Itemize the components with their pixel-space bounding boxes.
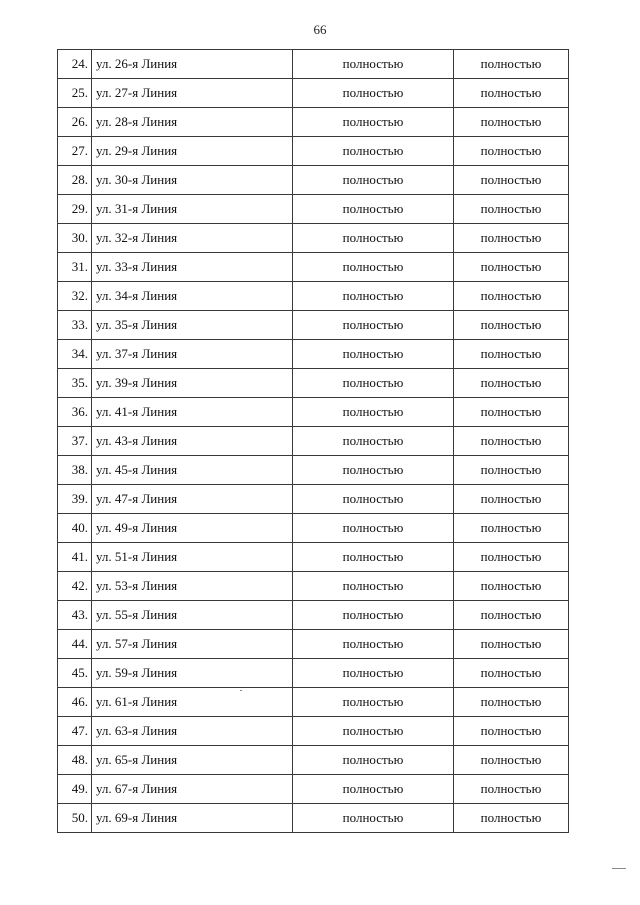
row-number-cell: 41. xyxy=(58,543,92,572)
status-cell-2: полностью xyxy=(454,195,569,224)
status-cell-1: полностью xyxy=(293,253,454,282)
status-cell-2: полностью xyxy=(454,340,569,369)
street-name-cell: ул. 55-я Линия xyxy=(92,601,293,630)
row-number-cell: 45. xyxy=(58,659,92,688)
table-row xyxy=(58,427,569,456)
street-name-cell: ул. 33-я Линия xyxy=(92,253,293,282)
status-cell-2: полностью xyxy=(454,311,569,340)
table-row xyxy=(58,340,569,369)
street-name-cell: ул. 53-я Линия xyxy=(92,572,293,601)
status-cell-2: полностью xyxy=(454,746,569,775)
table-row xyxy=(58,659,569,688)
street-name-cell: ул. 51-я Линия xyxy=(92,543,293,572)
row-number-cell: 25. xyxy=(58,79,92,108)
street-name-cell: ул. 69-я Линия xyxy=(92,804,293,833)
status-cell-1: полностью xyxy=(293,340,454,369)
status-cell-1: полностью xyxy=(293,514,454,543)
status-cell-2: полностью xyxy=(454,50,569,79)
status-cell-1: полностью xyxy=(293,166,454,195)
status-cell-1: полностью xyxy=(293,79,454,108)
row-number-cell: 49. xyxy=(58,775,92,804)
scan-speck xyxy=(612,868,626,869)
table-row xyxy=(58,108,569,137)
street-name-cell: ул. 30-я Линия xyxy=(92,166,293,195)
status-cell-2: полностью xyxy=(454,543,569,572)
row-number-cell: 34. xyxy=(58,340,92,369)
table-row xyxy=(58,456,569,485)
street-table xyxy=(57,49,569,833)
table-row xyxy=(58,79,569,108)
table-row xyxy=(58,746,569,775)
street-name-cell: ул. 57-я Линия xyxy=(92,630,293,659)
row-number-cell: 46. xyxy=(58,688,92,717)
table-row xyxy=(58,688,569,717)
table-row xyxy=(58,224,569,253)
street-name-cell: ул. 29-я Линия xyxy=(92,137,293,166)
status-cell-1: полностью xyxy=(293,543,454,572)
status-cell-2: полностью xyxy=(454,224,569,253)
row-number-cell: 33. xyxy=(58,311,92,340)
table-row xyxy=(58,485,569,514)
street-name-cell: ул. 39-я Линия xyxy=(92,369,293,398)
table-row xyxy=(58,253,569,282)
status-cell-1: полностью xyxy=(293,659,454,688)
status-cell-1: полностью xyxy=(293,137,454,166)
status-cell-1: полностью xyxy=(293,572,454,601)
status-cell-1: полностью xyxy=(293,688,454,717)
status-cell-2: полностью xyxy=(454,108,569,137)
status-cell-2: полностью xyxy=(454,398,569,427)
status-cell-2: полностью xyxy=(454,601,569,630)
row-number-cell: 38. xyxy=(58,456,92,485)
status-cell-2: полностью xyxy=(454,369,569,398)
row-number-cell: 48. xyxy=(58,746,92,775)
row-number-cell: 42. xyxy=(58,572,92,601)
row-number-cell: 50. xyxy=(58,804,92,833)
status-cell-1: полностью xyxy=(293,775,454,804)
street-name-cell: ул. 32-я Линия xyxy=(92,224,293,253)
status-cell-2: полностью xyxy=(454,572,569,601)
street-name-cell: ул. 27-я Линия xyxy=(92,79,293,108)
row-number-cell: 43. xyxy=(58,601,92,630)
row-number-cell: 35. xyxy=(58,369,92,398)
status-cell-2: полностью xyxy=(454,137,569,166)
table-row xyxy=(58,630,569,659)
status-cell-2: полностью xyxy=(454,688,569,717)
table-row xyxy=(58,369,569,398)
status-cell-1: полностью xyxy=(293,746,454,775)
street-name-cell: ул. 47-я Линия xyxy=(92,485,293,514)
table-row xyxy=(58,601,569,630)
row-number-cell: 31. xyxy=(58,253,92,282)
status-cell-1: полностью xyxy=(293,601,454,630)
status-cell-1: полностью xyxy=(293,50,454,79)
status-cell-2: полностью xyxy=(454,79,569,108)
status-cell-1: полностью xyxy=(293,456,454,485)
status-cell-1: полностью xyxy=(293,630,454,659)
status-cell-1: полностью xyxy=(293,369,454,398)
street-name-cell: ул. 41-я Линия xyxy=(92,398,293,427)
street-name-cell: ул. 35-я Линия xyxy=(92,311,293,340)
status-cell-2: полностью xyxy=(454,427,569,456)
table-row xyxy=(58,543,569,572)
row-number-cell: 44. xyxy=(58,630,92,659)
table-row xyxy=(58,137,569,166)
table-row xyxy=(58,717,569,746)
row-number-cell: 27. xyxy=(58,137,92,166)
status-cell-2: полностью xyxy=(454,253,569,282)
row-number-cell: 24. xyxy=(58,50,92,79)
status-cell-1: полностью xyxy=(293,311,454,340)
street-name-cell: ул. 31-я Линия xyxy=(92,195,293,224)
row-number-cell: 47. xyxy=(58,717,92,746)
street-name-cell: ул. 65-я Линия xyxy=(92,746,293,775)
street-name-cell: ул. 26-я Линия xyxy=(92,50,293,79)
table-row xyxy=(58,572,569,601)
status-cell-1: полностью xyxy=(293,195,454,224)
status-cell-1: полностью xyxy=(293,398,454,427)
row-number-cell: 30. xyxy=(58,224,92,253)
status-cell-2: полностью xyxy=(454,456,569,485)
status-cell-2: полностью xyxy=(454,166,569,195)
street-name-cell: ул. 67-я Линия xyxy=(92,775,293,804)
status-cell-2: полностью xyxy=(454,514,569,543)
table-row xyxy=(58,804,569,833)
scan-speck xyxy=(240,690,242,691)
status-cell-1: полностью xyxy=(293,224,454,253)
page-number: 66 xyxy=(313,22,327,37)
row-number-cell: 26. xyxy=(58,108,92,137)
status-cell-2: полностью xyxy=(454,775,569,804)
street-table-body xyxy=(58,50,569,833)
status-cell-2: полностью xyxy=(454,485,569,514)
status-cell-2: полностью xyxy=(454,717,569,746)
status-cell-2: полностью xyxy=(454,659,569,688)
row-number-cell: 37. xyxy=(58,427,92,456)
table-row xyxy=(58,775,569,804)
status-cell-2: полностью xyxy=(454,282,569,311)
status-cell-1: полностью xyxy=(293,485,454,514)
table-row xyxy=(58,282,569,311)
street-name-cell: ул. 59-я Линия xyxy=(92,659,293,688)
status-cell-1: полностью xyxy=(293,108,454,137)
status-cell-1: полностью xyxy=(293,427,454,456)
row-number-cell: 29. xyxy=(58,195,92,224)
table-row xyxy=(58,195,569,224)
street-name-cell: ул. 45-я Линия xyxy=(92,456,293,485)
row-number-cell: 28. xyxy=(58,166,92,195)
street-name-cell: ул. 37-я Линия xyxy=(92,340,293,369)
status-cell-2: полностью xyxy=(454,804,569,833)
table-row xyxy=(58,398,569,427)
street-name-cell: ул. 34-я Линия xyxy=(92,282,293,311)
street-name-cell: ул. 49-я Линия xyxy=(92,514,293,543)
street-name-cell: ул. 61-я Линия xyxy=(92,688,293,717)
row-number-cell: 36. xyxy=(58,398,92,427)
street-name-cell: ул. 28-я Линия xyxy=(92,108,293,137)
street-name-cell: ул. 43-я Линия xyxy=(92,427,293,456)
row-number-cell: 40. xyxy=(58,514,92,543)
row-number-cell: 32. xyxy=(58,282,92,311)
status-cell-1: полностью xyxy=(293,717,454,746)
street-name-cell: ул. 63-я Линия xyxy=(92,717,293,746)
status-cell-2: полностью xyxy=(454,630,569,659)
status-cell-1: полностью xyxy=(293,804,454,833)
table-row xyxy=(58,311,569,340)
row-number-cell: 39. xyxy=(58,485,92,514)
table-row xyxy=(58,50,569,79)
status-cell-1: полностью xyxy=(293,282,454,311)
table-row xyxy=(58,514,569,543)
table-row xyxy=(58,166,569,195)
